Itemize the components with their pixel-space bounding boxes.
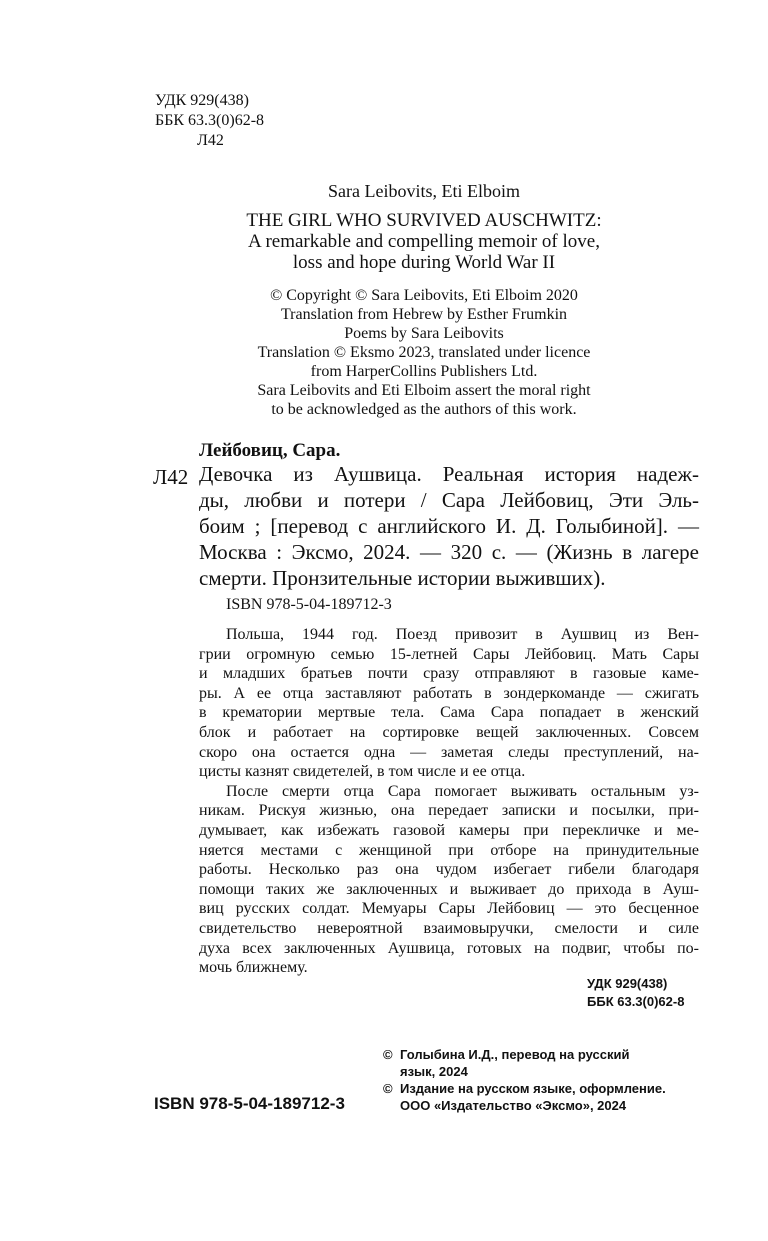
description-line: Москва : Эксмо, 2024. — 320 с. — (Жизнь в лагере	[199, 540, 699, 564]
bibliographic-description	[199, 461, 699, 591]
original-title-line: THE GIRL WHO SURVIVED AUSCHWITZ:	[246, 210, 602, 231]
annotation-line: в крематории мертвые тела. Сама Сара попадает в женский	[199, 704, 699, 722]
annotation-line: свидетельство невероятной взаимовыручки, смелости и силе	[199, 919, 699, 937]
author-mark: Л42	[197, 132, 224, 149]
copyright-translation	[383, 1046, 703, 1063]
annotation-line: работы. Несколько раз она чудом избегает гибели благодаря	[199, 861, 699, 879]
annotation-line: цисты казнят свидетелей, в том числе и ее отца.	[199, 763, 526, 781]
copyright-text: Голыбина И.Д., перевод на русский	[400, 1047, 630, 1062]
udk-code: УДК 929(438)	[155, 92, 249, 109]
copyright-line: Poems by Sara Leibovits	[344, 325, 504, 342]
original-authors: Sara Leibovits, Eti Elboim	[328, 181, 520, 201]
annotation-line: няется местами с женщиной при отборе на принудительные	[199, 841, 699, 859]
annotation-line: мочь ближнему.	[199, 959, 308, 977]
copyright-text: язык, 2024	[400, 1064, 468, 1079]
annotation-line: виц русских солдат. Мемуары Сары Лейбовиц — это бесценное	[199, 900, 699, 918]
russian-copyright	[383, 1046, 703, 1114]
record-heading: Лейбовиц, Сара.	[199, 440, 341, 461]
annotation-line: грии огромную семью 15-летней Сары Лейбовиц. Мать Сары	[199, 645, 699, 663]
annotation-line: помощи таких же заключенных и выживает до прихода в Ауш-	[199, 880, 699, 898]
annotation-line: никам. Рискуя жизнью, она передает записки и посылки, при-	[199, 802, 699, 820]
copyright-edition	[383, 1080, 703, 1097]
annotation-line: духа всех заключенных Аушвица, готовых на подвиг, чтобы по-	[199, 939, 699, 957]
description-line: Девочка из Аушвица. Реальная история надеж-	[199, 462, 699, 486]
copyright-line: Translation from Hebrew by Esther Frumkin	[280, 306, 568, 323]
classification-codes	[155, 91, 264, 151]
annotation-line: скоро она остается одна — заметая следы преступлений, на-	[199, 743, 699, 761]
original-copyright	[150, 286, 698, 419]
annotation	[199, 625, 699, 978]
copyright-line: to be acknowledged as the authors of this work.	[271, 401, 577, 418]
annotation-line: ры. А ее отца заставляют работать в зондеркоманде — сжигать	[199, 684, 699, 702]
description-line: ды, любви и потери / Сара Лейбовиц, Эти Эль-	[199, 488, 699, 512]
copyright-symbol: ©	[383, 1081, 393, 1096]
copyright-line: Sara Leibovits and Eti Elboim assert the moral right	[257, 382, 591, 399]
record-code: Л42	[153, 465, 189, 489]
copyright-line: © Copyright © Sara Leibovits, Eti Elboim 2020	[270, 287, 578, 304]
copyright-symbol: ©	[383, 1047, 393, 1062]
original-title-line: A remarkable and compelling memoir of love,	[248, 231, 600, 252]
annotation-line: Польша, 1944 год. Поезд привозит в Аушвиц из Вен-	[226, 626, 699, 643]
footer-isbn: ISBN 978-5-04-189712-3	[154, 1094, 345, 1113]
copyright-text: ООО «Издательство «Эксмо», 2024	[400, 1098, 627, 1113]
copyright-text: Издание на русском языке, оформление.	[400, 1081, 666, 1096]
annotation-line: После смерти отца Сара помогает выживать остальным уз-	[226, 782, 699, 800]
original-title	[150, 210, 698, 273]
description-line: смерти. Пронзительные истории выживших).	[199, 566, 606, 590]
copyright-line: from HarperCollins Publishers Ltd.	[310, 363, 538, 380]
annotation-line: и младших братьев почти сразу отправляют в газовые каме-	[199, 665, 699, 683]
original-title-line: loss and hope during World War II	[292, 252, 556, 273]
annotation-line: блок и работает на сортировке вещей заключенных. Совсем	[199, 723, 699, 741]
record-isbn: ISBN 978-5-04-189712-3	[226, 596, 392, 613]
annotation-line: думывает, как избежать газовой камеры при перекличке и ме-	[199, 821, 699, 839]
footer-bbk: ББК 63.3(0)62-8	[587, 994, 685, 1009]
footer-udk: УДК 929(438)	[587, 976, 668, 991]
footer-codes	[587, 975, 684, 1011]
copyright-line: Translation © Eksmo 2023, translated under licence	[257, 344, 591, 361]
bbk-code: ББК 63.3(0)62-8	[155, 112, 265, 129]
description-line: боим ; [перевод с английского И. Д. Голыбиной]. —	[199, 514, 699, 538]
